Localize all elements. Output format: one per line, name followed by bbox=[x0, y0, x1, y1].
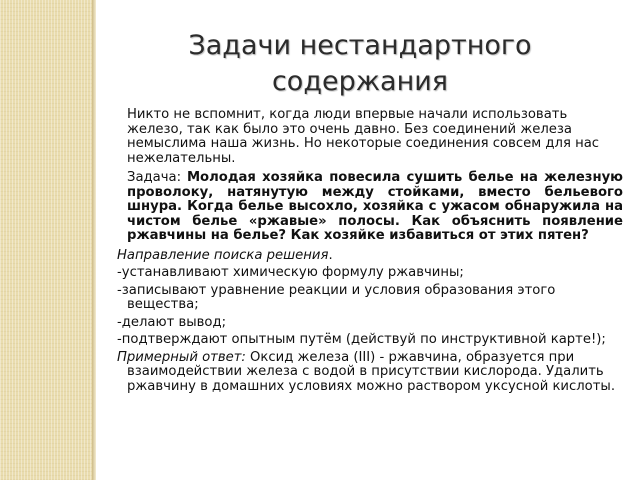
answer-paragraph bbox=[117, 351, 623, 395]
step-item: -делают вывод; bbox=[117, 314, 227, 330]
decorative-side-stripe bbox=[0, 0, 92, 480]
answer-label: Примерный ответ: bbox=[117, 349, 251, 365]
task-text: Молодая хозяйка повесила сушить белье на железную проволоку, натянутую между стойками, вместо бельевого шнура. Когда белье высохло, хозяйка с ужасом обнаружила на чистом белье «ржавые» полосы. Как объяснить появление ржавчины на белье? Как хозяйке избавиться от этих пятен? bbox=[127, 170, 623, 243]
step-item: -устанавливают химическую формулу ржавчины; bbox=[117, 265, 464, 280]
step-item: -записывают уравнение реакции и условия образования этого вещества; bbox=[117, 282, 556, 312]
title-line-1: Задачи нестандартного bbox=[188, 30, 532, 61]
intro-paragraph: Никто не вспомнит, когда люди впервые начали использовать железо, так как было это очень давно. Без соединений железа немыслима наша жизнь. Но некоторые соединения совсем для нас нежелательны. bbox=[127, 107, 600, 166]
answer-text: Оксид железа (III) - ржавчина, образуется при взаимодействии железа с водой в присутствии кислорода. Удалить ржавчину в домашних условиях можно раствором уксусной кислоты. bbox=[127, 349, 616, 394]
task-label: Задача: bbox=[127, 170, 187, 185]
slide-title bbox=[150, 28, 570, 100]
direction-heading bbox=[117, 249, 623, 264]
task-paragraph bbox=[117, 171, 623, 244]
slide-body bbox=[117, 108, 623, 397]
direction-suffix: . bbox=[328, 247, 333, 263]
title-line-2: содержания bbox=[271, 66, 449, 97]
step-item: -подтверждают опытным путём (действуй по инструктивной карте!); bbox=[117, 332, 606, 347]
direction-label: Направление поиска решения bbox=[117, 247, 329, 263]
stripe-edge bbox=[92, 0, 96, 480]
